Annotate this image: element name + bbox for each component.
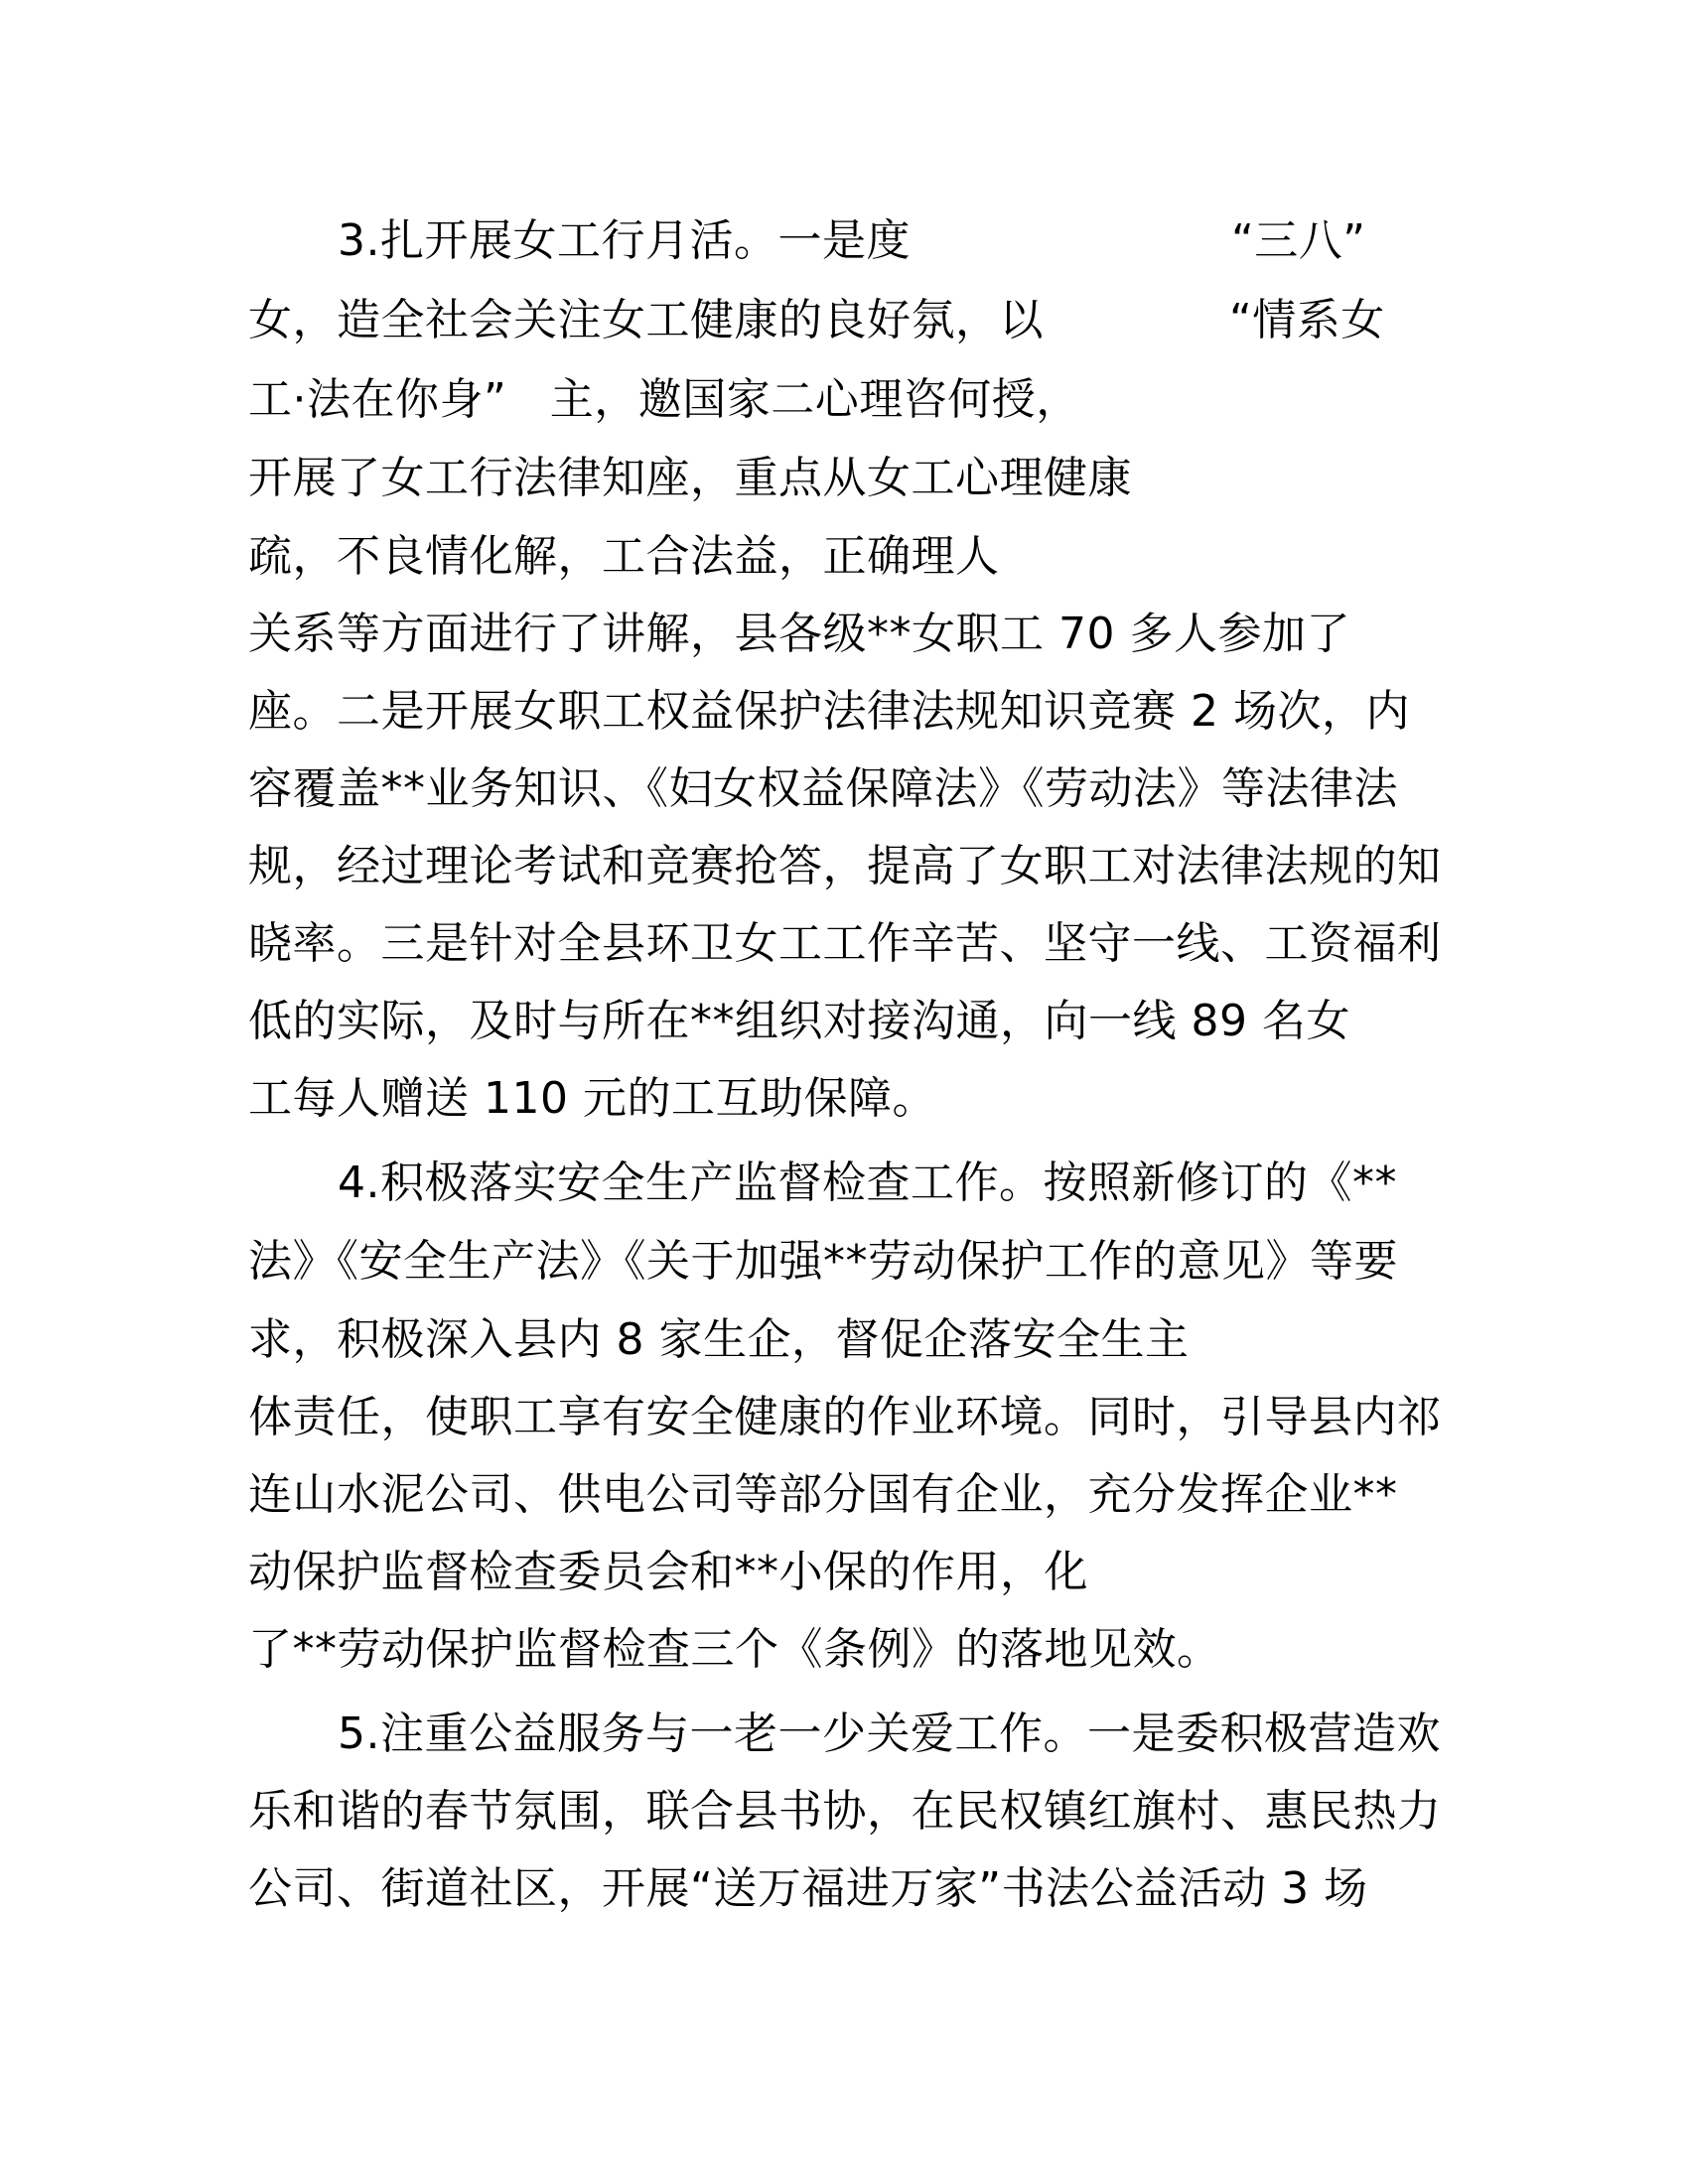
paragraph-5-line-3: 公司、街道社区，开展“送万福进万家”书法公益活动 3 场 <box>248 1863 1368 1914</box>
paragraph-3-line-12: 工每人赠送 110 元的工互助保障。 <box>248 1073 936 1124</box>
paragraph-3-line-1b: “三八” <box>1231 215 1366 266</box>
paragraph-4-line-7: 了**劳动保护监督检查三个《条例》的落地见效。 <box>248 1624 1221 1675</box>
paragraph-4-line-2: 法》《安全生产法》《关于加强**劳动保护工作的意见》等要 <box>248 1236 1398 1287</box>
paragraph-4-line-1: 4.积极落实安全生产监督检查工作。按照新修订的《** <box>338 1158 1397 1208</box>
paragraph-5-line-2: 乐和谐的春节氛围，联合县书协，在民权镇红旗村、惠民热力 <box>248 1786 1442 1837</box>
paragraph-3-line-10: 晓率。三是针对全县环卫女工工作辛苦、坚守一线、工资福利 <box>248 918 1442 969</box>
paragraph-3-line-9: 规，经过理论考试和竞赛抢答，提高了女职工对法律法规的知 <box>248 841 1442 891</box>
paragraph-3-line-6: 关系等方面进行了讲解，县各级**女职工 70 多人参加了 <box>248 609 1350 659</box>
paragraph-3-line-1: 3.扎开展女工行月活。一是度 <box>338 215 911 266</box>
paragraph-4-line-6: 动保护监督检查委员会和**小保的作用，化 <box>248 1547 1088 1597</box>
paragraph-3-line-2b: “情系女 <box>1229 295 1385 345</box>
paragraph-4-line-5: 连山水泥公司、供电公司等部分国有企业，充分发挥企业** <box>248 1469 1398 1520</box>
paragraph-5-line-1: 5.注重公益服务与一老一少关爱工作。一是委积极营造欢 <box>338 1708 1441 1759</box>
paragraph-3-line-11: 低的实际，及时与所在**组织对接沟通，向一线 89 名女 <box>248 996 1350 1046</box>
paragraph-3-line-2: 女，造全社会关注女工健康的良好氛，以 <box>248 295 1044 345</box>
paragraph-4-line-3: 求，积极深入县内 8 家生企，督促企落安全生主 <box>248 1314 1190 1365</box>
paragraph-3-line-7: 座。二是开展女职工权益保护法律法规知识竞赛 2 场次，内 <box>248 686 1410 737</box>
paragraph-3-line-5: 疏，不良情化解，工合法益，正确理人 <box>248 531 1000 582</box>
paragraph-4-line-4: 体责任，使职工享有安全健康的作业环境。同时，引导县内祁 <box>248 1392 1442 1442</box>
paragraph-3-line-8: 容覆盖**业务知识、《妇女权益保障法》《劳动法》等法律法 <box>248 763 1398 814</box>
paragraph-3-line-3: 工·法在你身” 主，邀国家二心理咨何授， <box>248 374 1080 425</box>
paragraph-3-line-4: 开展了女工行法律知座，重点从女工心理健康 <box>248 453 1132 503</box>
